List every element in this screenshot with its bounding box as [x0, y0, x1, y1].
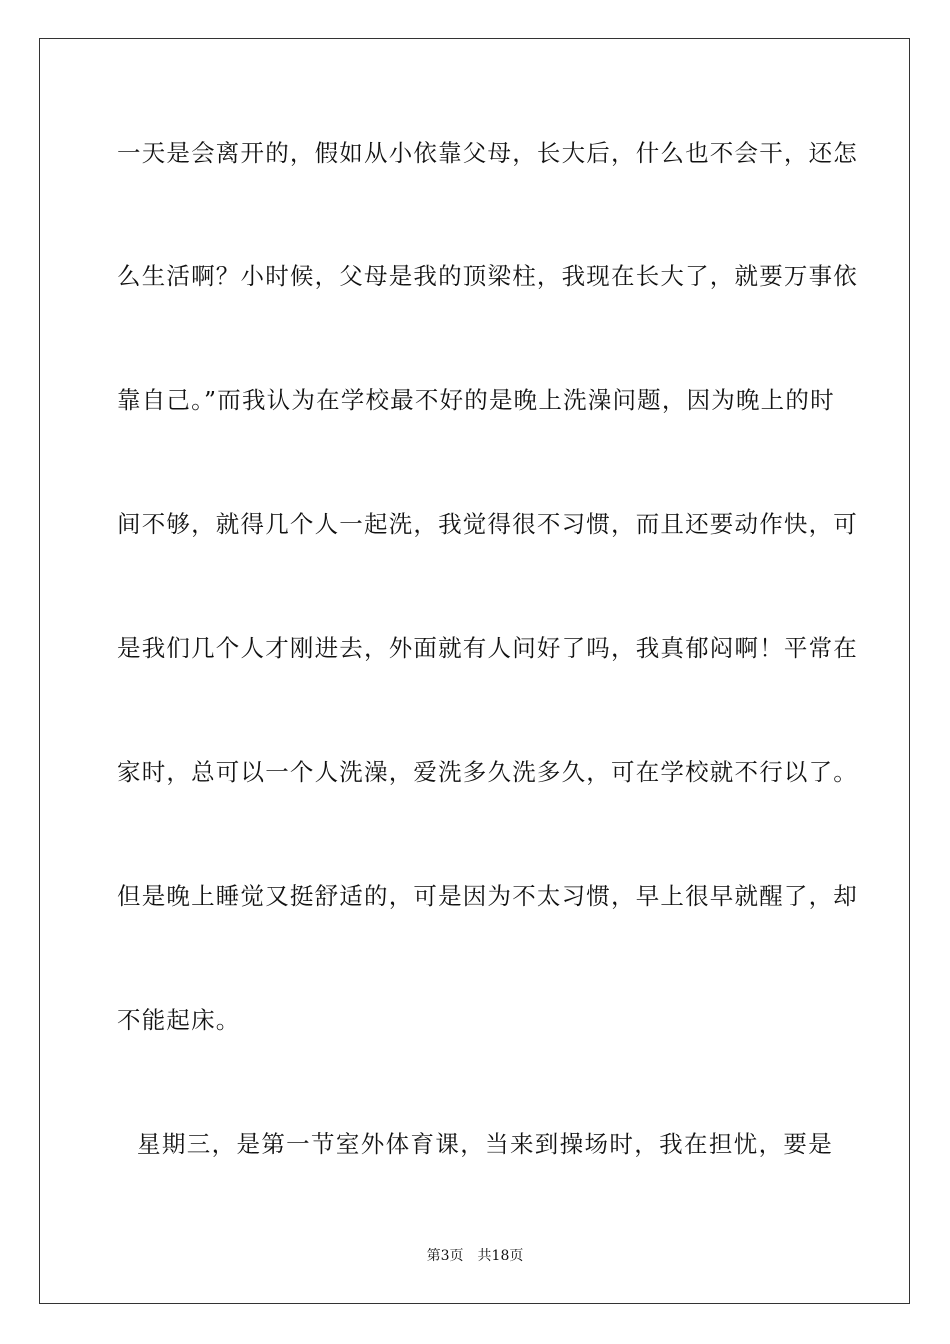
paragraph-line: 是我们几个人才刚进去，外面就有人问好了吗，我真郁闷啊！平常在 [117, 634, 858, 662]
page-footer [0, 1247, 950, 1265]
paragraph-line: 不能起床。 [117, 1006, 241, 1034]
paragraph-line: 但是晚上睡觉又挺舒适的，可是因为不太习惯，早上很早就醒了，却 [117, 882, 858, 910]
total-pages: 共18页 [477, 1248, 524, 1264]
paragraph-line: 靠自己。”而我认为在学校最不好的是晚上洗澡问题，因为晚上的时 [117, 386, 835, 414]
paragraph-line: 一天是会离开的，假如从小依靠父母，长大后，什么也不会干，还怎 [117, 139, 858, 167]
page-number: 第3页 [426, 1248, 464, 1264]
paragraph-line: 间不够，就得几个人一起洗，我觉得很不习惯，而且还要动作快，可 [117, 510, 858, 538]
page-border [39, 38, 910, 1304]
paragraph-line: 么生活啊？小时候，父母是我的顶梁柱，我现在长大了，就要万事依 [117, 262, 858, 290]
paragraph-line: 家时，总可以一个人洗澡，爱洗多久洗多久，可在学校就不行以了。 [117, 758, 858, 786]
paragraph-first-line: 星期三，是第一节室外体育课，当来到操场时，我在担忧，要是 [137, 1130, 833, 1158]
